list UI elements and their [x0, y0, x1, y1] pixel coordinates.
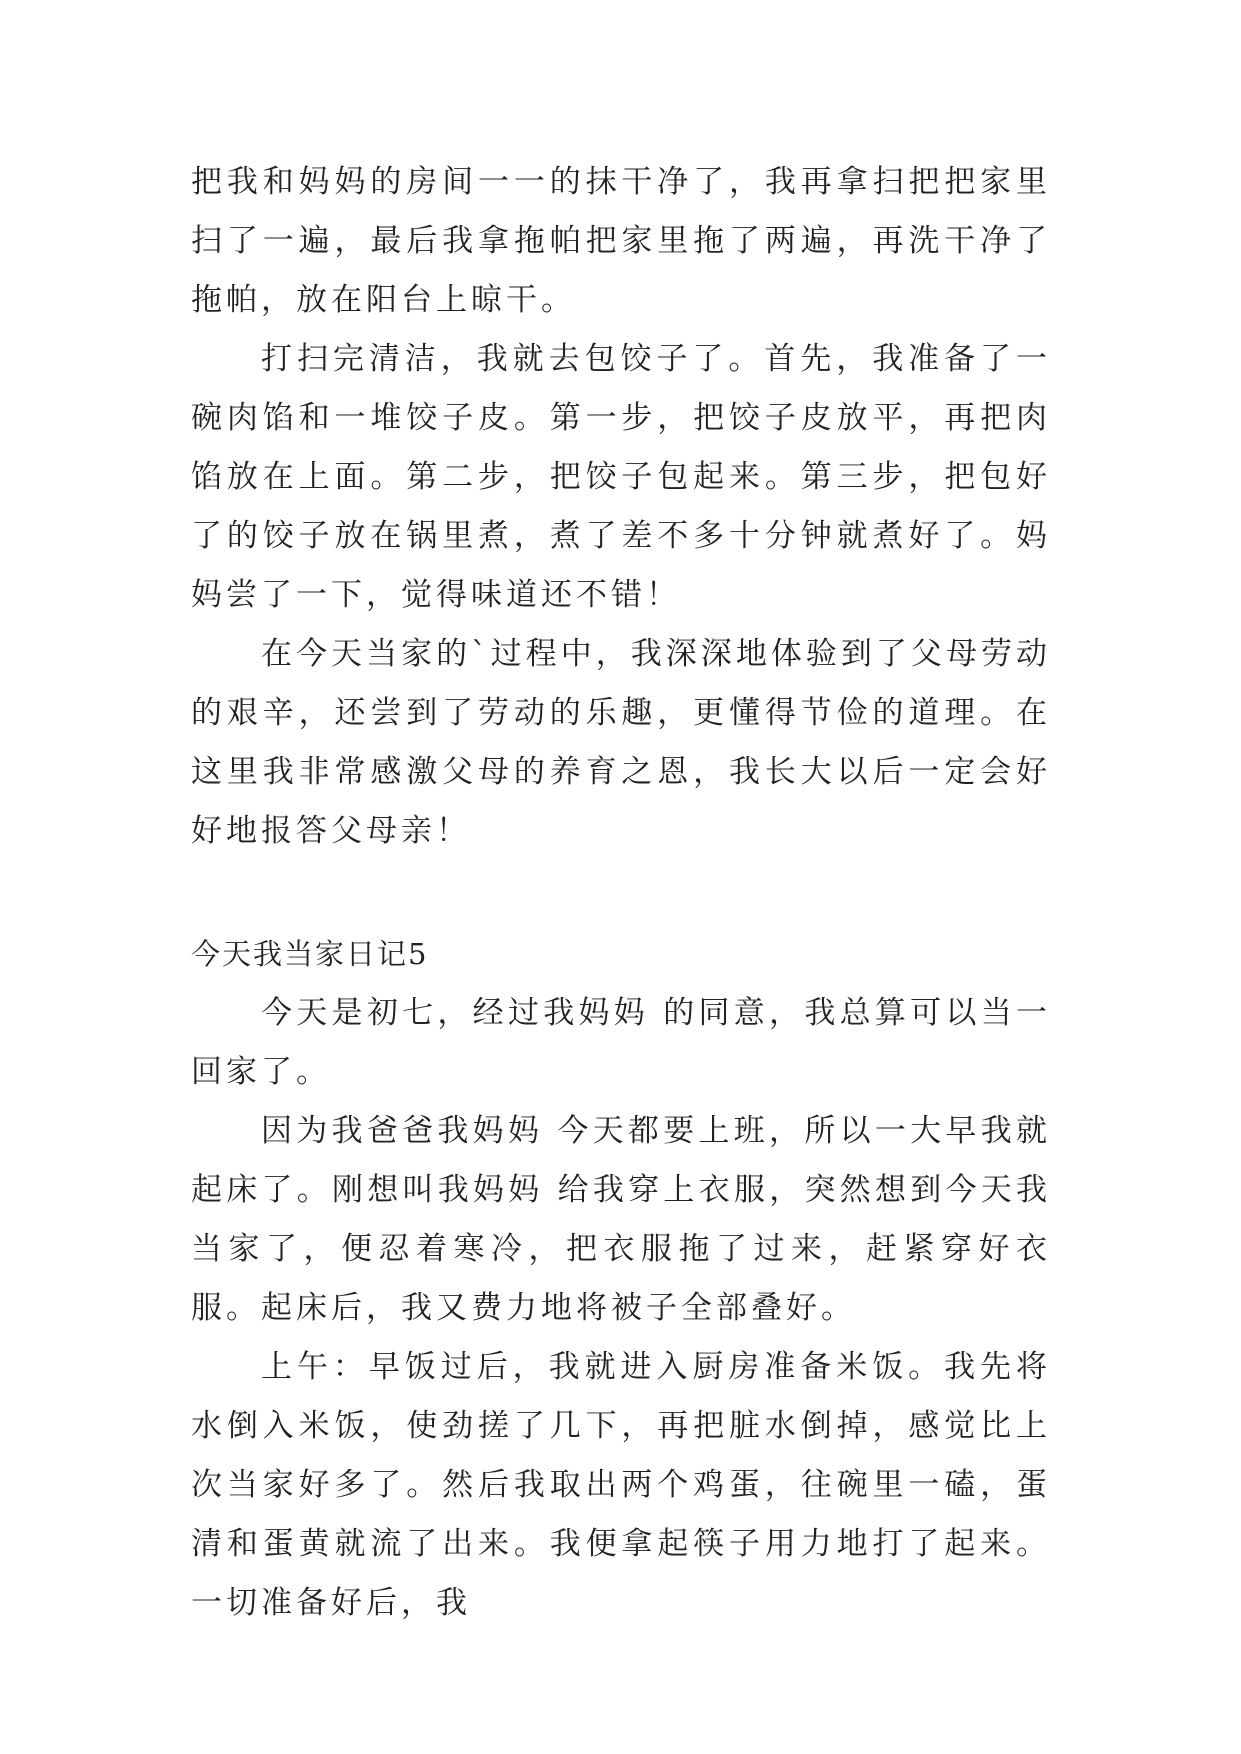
paragraph-2: 打扫完清洁，我就去包饺子了。首先，我准备了一碗肉馅和一堆饺子皮。第一步，把饺子皮放平，再把肉馅放在上面。第二步，把饺子包起来。第三步，把包好了的饺子放在锅里煮，煮了差不多十分钟就煮好了。妈妈尝了一下，觉得味道还不错！: [191, 341, 1051, 613]
paragraph-3: 在今天当家的`过程中，我深深地体验到了父母劳动的艰辛，还尝到了劳动的乐趣，更懂得节俭的道理。在这里我非常感激父母的养育之恩，我长大以后一定会好好地报答父母亲！: [191, 636, 1051, 849]
paragraph-6: 上午：早饭过后，我就进入厨房准备米饭。我先将水倒入米饭，使劲搓了几下，再把脏水倒掉，感觉比上次当家好多了。然后我取出两个鸡蛋，往碗里一磕，蛋清和蛋黄就流了出来。我便拿起筷子用力地打了起来。一切准备好后，我: [191, 1349, 1051, 1621]
paragraph-4: 今天是初七，经过我妈妈 的同意，我总算可以当一回家了。: [191, 995, 1051, 1090]
paragraph-1: 把我和妈妈的房间一一的抹干净了，我再拿扫把把家里扫了一遍，最后我拿拖帕把家里拖了两遍，再洗干净了拖帕，放在阳台上晾干。: [191, 164, 1051, 318]
section-title: 今天我当家日记5: [191, 937, 429, 971]
document-body: [191, 153, 1051, 1633]
paragraph-5: 因为我爸爸我妈妈 今天都要上班，所以一大早我就起床了。刚想叫我妈妈 给我穿上衣服，突然想到今天我当家了，便忍着寒冷，把衣服拖了过来，赶紧穿好衣服。起床后，我又费力地将被子全部叠好。: [191, 1113, 1051, 1326]
